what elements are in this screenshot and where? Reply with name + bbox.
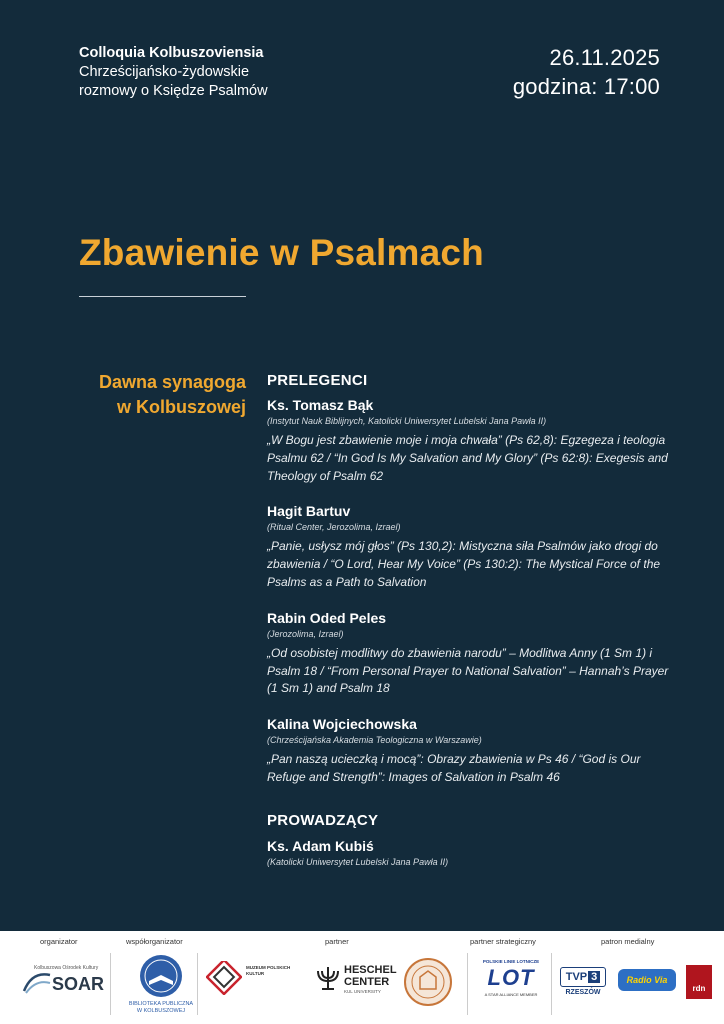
lot-logo (478, 959, 544, 1005)
library-text: BIBLIOTEKA PUBLICZNA W KOLBUSZOWEJ (128, 1001, 194, 1014)
speaker-talk: „Pan naszą ucieczką i mocą”: Obrazy zbawienia w Ps 46 / “God is Our Refuge and Strength”: Images of Salvation in Psalm 46 (267, 752, 641, 784)
museum-emblem-icon (206, 961, 242, 995)
speaker-entry (267, 609, 677, 698)
museum-text: MUZEUM POLSKICH KULTUR (246, 965, 291, 976)
series-info (79, 44, 379, 101)
speaker-affiliation: (Ritual Center, Jerozolima, Izrael) (267, 522, 401, 533)
heschel-text-1: HESCHEL (344, 964, 397, 976)
library-logo (128, 953, 194, 1023)
media-patron-label: patron medialny (601, 937, 655, 946)
organizer-label: organizator (40, 937, 78, 946)
host-name: Ks. Adam Kubiś (267, 837, 374, 854)
speaker-name: Hagit Bartuv (267, 503, 351, 520)
speaker-entry (267, 502, 677, 591)
series-title: Colloquia Kolbuszoviensia (79, 45, 264, 61)
soar-logo (22, 963, 104, 999)
tvp3-logo (560, 967, 606, 1003)
event-date: 26.11.2025 (549, 45, 660, 70)
seal-emblem-icon (403, 957, 453, 1007)
soar-small-text: Kolbuszowa Ośrodek Kultury (34, 965, 99, 971)
speaker-talk: „Panie, usłysz mój głos” (Ps 130,2): Mistyczna siła Psalmów jako drogi do zbawienia / “O Lord, Hear My Voice” (Ps 130:2): The Mystical Force of the Psalms as a Path to Salvation (267, 539, 661, 589)
heschel-logo (314, 963, 398, 1003)
venue (40, 370, 246, 420)
speaker-entry (267, 396, 677, 485)
partner-label: partner (325, 937, 349, 946)
footer-separator (551, 953, 552, 1015)
speaker-entry (267, 715, 677, 787)
series-subtitle-1: Chrześcijańsko-żydowskie (79, 64, 250, 80)
lot-small-text: POLSKIE LINIE LOTNICZE (482, 959, 540, 964)
rdn-logo (686, 965, 712, 999)
tvp-text: TVP (565, 971, 588, 983)
sponsor-footer (0, 931, 724, 1024)
speaker-talk: „Od osobistej modlitwy do zbawienia narodu” – Modlitwa Anny (1 Sm 1) i Psalm 18 / “From Personal Prayer to National Salvation” – Hannah’s Prayer (1 Sm 1) and Psalm 18 (267, 645, 669, 696)
event-time: godzina: 17:00 (512, 74, 660, 99)
tvp-number: 3 (588, 971, 600, 983)
coorganizer-label: współorganizator (126, 937, 183, 946)
strategic-partner-label: partner strategiczny (470, 937, 536, 946)
series-subtitle-2: rozmowy o Księdze Psalmów (79, 83, 268, 99)
tvp-city: RZESZÓW (565, 989, 601, 996)
speaker-affiliation: (Instytut Nauk Biblijnych, Katolicki Uniwersytet Lubelski Jana Pawła II) (267, 416, 547, 426)
footer-separator (110, 953, 111, 1015)
speaker-name: Kalina Wojciechowska (267, 716, 417, 733)
footer-separator (467, 953, 468, 1015)
venue-line-1: Dawna synagoga (98, 372, 246, 392)
host-entry (267, 837, 677, 868)
heschel-small-text: KUL UNIVERSITY (344, 989, 381, 994)
radio-via-logo (618, 969, 676, 991)
speaker-affiliation: (Jerozolima, Izrael) (267, 628, 344, 639)
footer-separator (197, 953, 198, 1015)
soar-emblem-icon (22, 967, 52, 995)
title-divider (79, 296, 246, 297)
menorah-icon (314, 965, 342, 991)
program (267, 371, 677, 873)
date-time (513, 43, 660, 101)
host-heading: PROWADZĄCY (267, 811, 379, 829)
museum-logo (206, 957, 302, 1001)
speaker-affiliation: (Chrześcijańska Akademia Teologiczna w Warszawie) (267, 735, 482, 746)
seal-logo (403, 957, 453, 1007)
lot-tag-text: A STAR ALLIANCE MEMBER (484, 992, 538, 997)
radio-via-text: Radio Via (626, 975, 668, 985)
rdn-text: rdn (692, 984, 706, 993)
speaker-name: Ks. Tomasz Bąk (267, 397, 374, 413)
heschel-text-2: CENTER (344, 976, 390, 988)
speakers-heading: PRELEGENCI (267, 372, 368, 389)
library-emblem-icon (138, 953, 184, 999)
speaker-talk: „W Bogu jest zbawienie moje i moja chwała” (Ps 62,8): Egzegeza i teologia Psalmu 62 / “In God Is My Salvation and My Glory” (Ps 62:8): Exegesis and Theology of Psalm 62 (267, 433, 668, 483)
lot-text: LOT (487, 965, 535, 990)
soar-text: SOAR (52, 974, 105, 994)
speaker-name: Rabin Oded Peles (267, 609, 387, 626)
host-affiliation: (Katolicki Uniwersytet Lubelski Jana Pawła II) (267, 856, 449, 867)
tvp3-box (560, 967, 606, 987)
page-title: Zbawienie w Psalmach (79, 232, 484, 273)
venue-line-2: w Kolbuszowej (116, 397, 246, 417)
